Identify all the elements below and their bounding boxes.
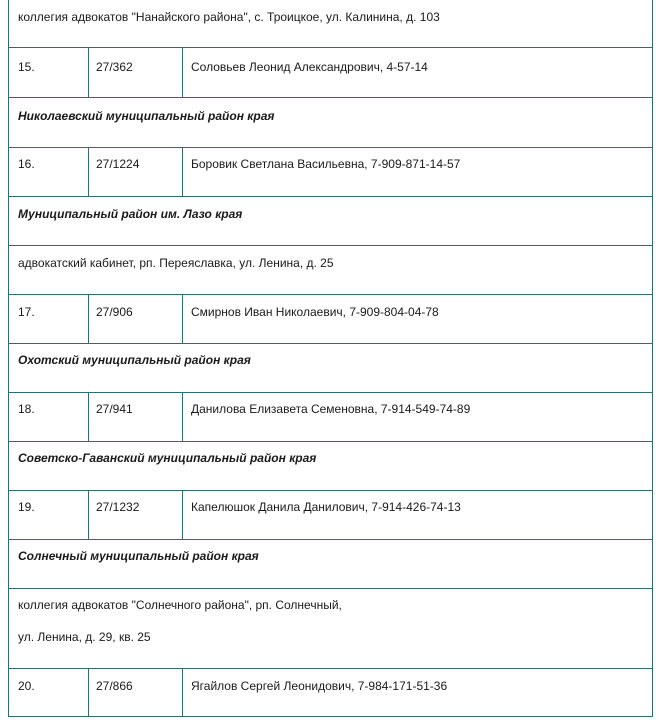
- registry-number: 27/1232: [96, 500, 140, 514]
- column-divider: [88, 47, 89, 97]
- lawyer-name-phone: Боровик Светлана Васильевна, 7-909-871-14-57: [191, 157, 461, 171]
- registry-number: 27/362: [96, 60, 133, 74]
- row-divider: [8, 588, 653, 589]
- row-divider: [8, 294, 653, 295]
- column-divider: [88, 147, 89, 196]
- row-divider: [8, 245, 653, 246]
- address-text: ул. Ленина, д. 29, кв. 25: [18, 630, 151, 644]
- row-divider: [8, 47, 653, 48]
- row-number: 20.: [18, 679, 35, 693]
- column-divider: [182, 668, 183, 716]
- row-divider: [8, 392, 653, 393]
- row-divider: [8, 441, 653, 442]
- column-divider: [182, 147, 183, 196]
- row-divider: [8, 539, 653, 540]
- row-divider: [8, 97, 653, 98]
- row-divider: [8, 716, 653, 717]
- column-divider: [88, 490, 89, 539]
- table-border-left: [8, 0, 9, 717]
- row-divider: [8, 490, 653, 491]
- column-divider: [88, 294, 89, 343]
- row-number: 16.: [18, 157, 35, 171]
- column-divider: [88, 668, 89, 716]
- lawyer-name-phone: Смирнов Иван Николаевич, 7-909-804-04-78: [191, 305, 439, 319]
- registry-number: 27/1224: [96, 157, 140, 171]
- lawyer-name-phone: Данилова Елизавета Семеновна, 7-914-549-74-89: [191, 402, 471, 416]
- address-text: коллегия адвокатов "Солнечного района", рп. Солнечный,: [18, 598, 342, 612]
- table-border-right: [652, 0, 653, 717]
- registry-number: 27/941: [96, 402, 133, 416]
- row-number: 15.: [18, 60, 35, 74]
- address-text: коллегия адвокатов "Нанайского района", с. Троицкое, ул. Калинина, д. 103: [18, 10, 440, 24]
- row-divider: [8, 343, 653, 344]
- row-number: 17.: [18, 305, 35, 319]
- row-divider: [8, 147, 653, 148]
- registry-number: 27/866: [96, 679, 133, 693]
- district-heading: Муниципальный район им. Лазо края: [18, 207, 243, 221]
- column-divider: [182, 47, 183, 97]
- district-heading: Солнечный муниципальный район края: [18, 549, 259, 563]
- column-divider: [88, 392, 89, 441]
- row-divider: [8, 196, 653, 197]
- row-number: 18.: [18, 402, 35, 416]
- column-divider: [182, 392, 183, 441]
- column-divider: [182, 490, 183, 539]
- district-heading: Охотский муниципальный район края: [18, 353, 251, 367]
- row-divider: [8, 668, 653, 669]
- lawyer-name-phone: Соловьев Леонид Александрович, 4-57-14: [191, 60, 428, 74]
- lawyer-name-phone: Ягайлов Сергей Леонидович, 7-984-171-51-36: [191, 679, 448, 693]
- column-divider: [182, 294, 183, 343]
- district-heading: Николаевский муниципальный район края: [18, 109, 275, 123]
- address-text: адвокатский кабинет, рп. Переяславка, ул. Ленина, д. 25: [18, 256, 334, 270]
- lawyer-name-phone: Капелюшок Данила Данилович, 7-914-426-74-13: [191, 500, 461, 514]
- row-number: 19.: [18, 500, 35, 514]
- registry-number: 27/906: [96, 305, 133, 319]
- district-heading: Советско-Гаванский муниципальный район края: [18, 451, 317, 465]
